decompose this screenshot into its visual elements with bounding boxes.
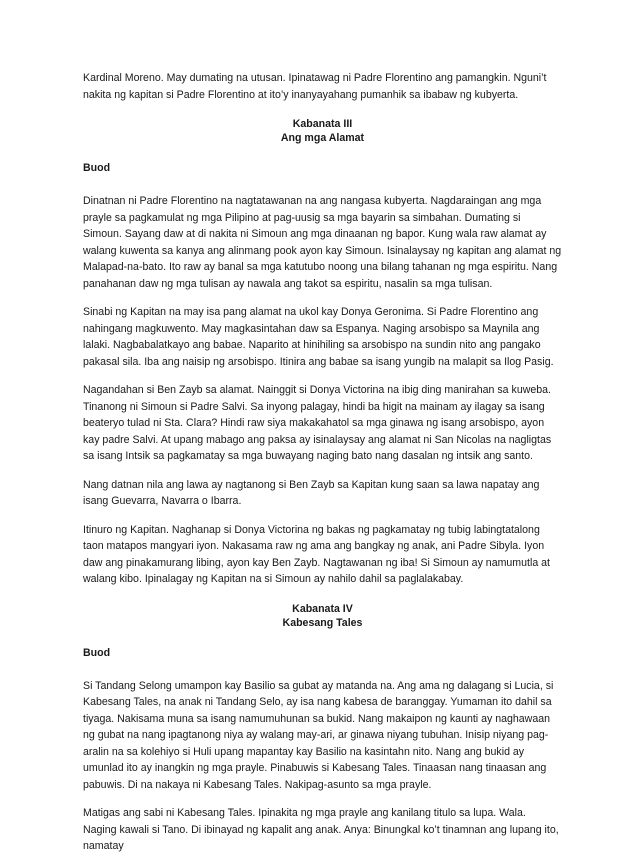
summary-heading: Buod xyxy=(83,646,111,659)
paragraph: Nagandahan si Ben Zayb sa alamat. Nainggit si Donya Victorina na ibig ding manirahan sa kuweba. Tinanong ni Simoun si Padre Salvi. Sa inyong palagay, hindi ba higit na mainam ay ilagay sa isang beateryo tulad ni Sta. Clara? Hindi raw siya makakahatol sa mga ginawa ng isang arsobispo, ayon kay padre Salvi. At upang mabago ang paksa ay isinalaysay ang alamat ni San Nicolas na nagligtas sa isang Intsik sa pagkamatay sa mga buwayang naging bato nang dasalan ng intsik ang santo. xyxy=(83,384,552,462)
paragraph: Nang datnan nila ang lawa ay nagtanong si Ben Zayb sa Kapitan kung saan sa lawa napatay ang isang Guevarra, Navarra o Ibarra. xyxy=(83,478,540,507)
chapter-title: Kabesang Tales xyxy=(282,616,363,629)
paragraph: Matigas ang sabi ni Kabesang Tales. Ipinakita ng mga prayle ang kanilang titulo sa lupa. Wala. Naging kawali si Tano. Di ibinayad ng kapalit ang anak. Anya: Binungkal ko’t tinamnan ang lupang ito, namatay xyxy=(83,807,559,852)
chapter-title: Ang mga Alamat xyxy=(280,132,365,144)
paragraph: Dinatnan ni Padre Florentino na nagtatawanan na ang nangasa kubyerta. Nagdaraingan ang mga prayle sa pagkamulat ng mga Pilipino at pag-uusig sa mga bayarin sa simbahan. Dumating si Simoun. Sayang daw at di nakita ni Simoun ang mga dinaanan ng bapor. Kung wala raw alamat ay walang kuwenta sa kanya ang alinmang pook ayon kay Simoun. Isinalaysay ng kapitan ang alamat ng Malapad-na-bato. Ito raw ay banal sa mga katutubo noong una bilang tahanan ng mga espiritu. Nang panahanan daw ng mga tulisan ay nawala ang takot sa espiritu, nasalin sa mga tulisan. xyxy=(83,195,562,290)
intro-paragraph: Kardinal Moreno. May dumating na utusan. Ipinatawag ni Padre Florentino ang pamangkin. Nguni’t nakita ng kapitan si Padre Florentino at ito’y inanyayahang pumanhik sa ibabaw ng kubyerta. xyxy=(83,72,547,101)
chapter-heading xyxy=(83,602,562,630)
summary-heading: Buod xyxy=(83,162,111,174)
paragraph: Sinabi ng Kapitan na may isa pang alamat na ukol kay Donya Geronima. Si Padre Florentino ang nahingang magkuwento. May magkasintahan daw sa Espanya. Naging arsobispo sa Maynila ang lalaki. Nagbabalatkayo ang babae. Naparito at hinihiling sa arsobispo na sundin nito ang pangako pakasal sila. Iba ang naisip ng arsobispo. Itinira ang babae sa isang yungib na malapit sa Ilog Pasig. xyxy=(83,306,554,368)
chapter-number: Kabanata IV xyxy=(292,602,353,615)
paragraph: Itinuro ng Kapitan. Naghanap si Donya Victorina ng bakas ng pagkamatay ng tubig labingtatalong taon matapos mangyari iyon. Nakasama raw ng ama ang bangkay ng anak, ani Padre Sibyla. Iyon daw ang pinakamurang libing, ayon kay Ben Zayb. Nagtawanan ng iba! Si Simoun ay namumutla at walang kibo. Ipinalagay ng Kapitan na si Simoun ay nahilo dahil sa paglalakabay. xyxy=(83,523,550,585)
chapter-number: Kabanata III xyxy=(292,118,353,130)
chapter-heading xyxy=(83,117,562,145)
paragraph: Si Tandang Selong umampon kay Basilio sa gubat ay matanda na. Ang ama ng dalagang si Lucia, si Kabesang Tales, na anak ni Tandang Selo, ay isa nang kabesa de baranggay. Yumaman ito dahil sa tiyaga. Nakisama muna sa isang namumuhunan sa bukid. Nang makaipon ng kaunti ay naghawaan ng gubat na nang ipagtanong niya ay walang may-ari, ar ginawa niyang tubuhan. Inisip niyang pag-aralin na sa kolehiyo si Huli upang mapantay kay Basilio na kasintahn nito. Nang ang bukid ay umunlad ito ay inangkin ng mga prayle. Pinabuwis si Kabesang Tales. Tinaasan nang tinaasan ang pabuwis. Di na nakaya ni Kabesang Tales. Nakipag-asunto sa mga prayle. xyxy=(83,679,554,791)
